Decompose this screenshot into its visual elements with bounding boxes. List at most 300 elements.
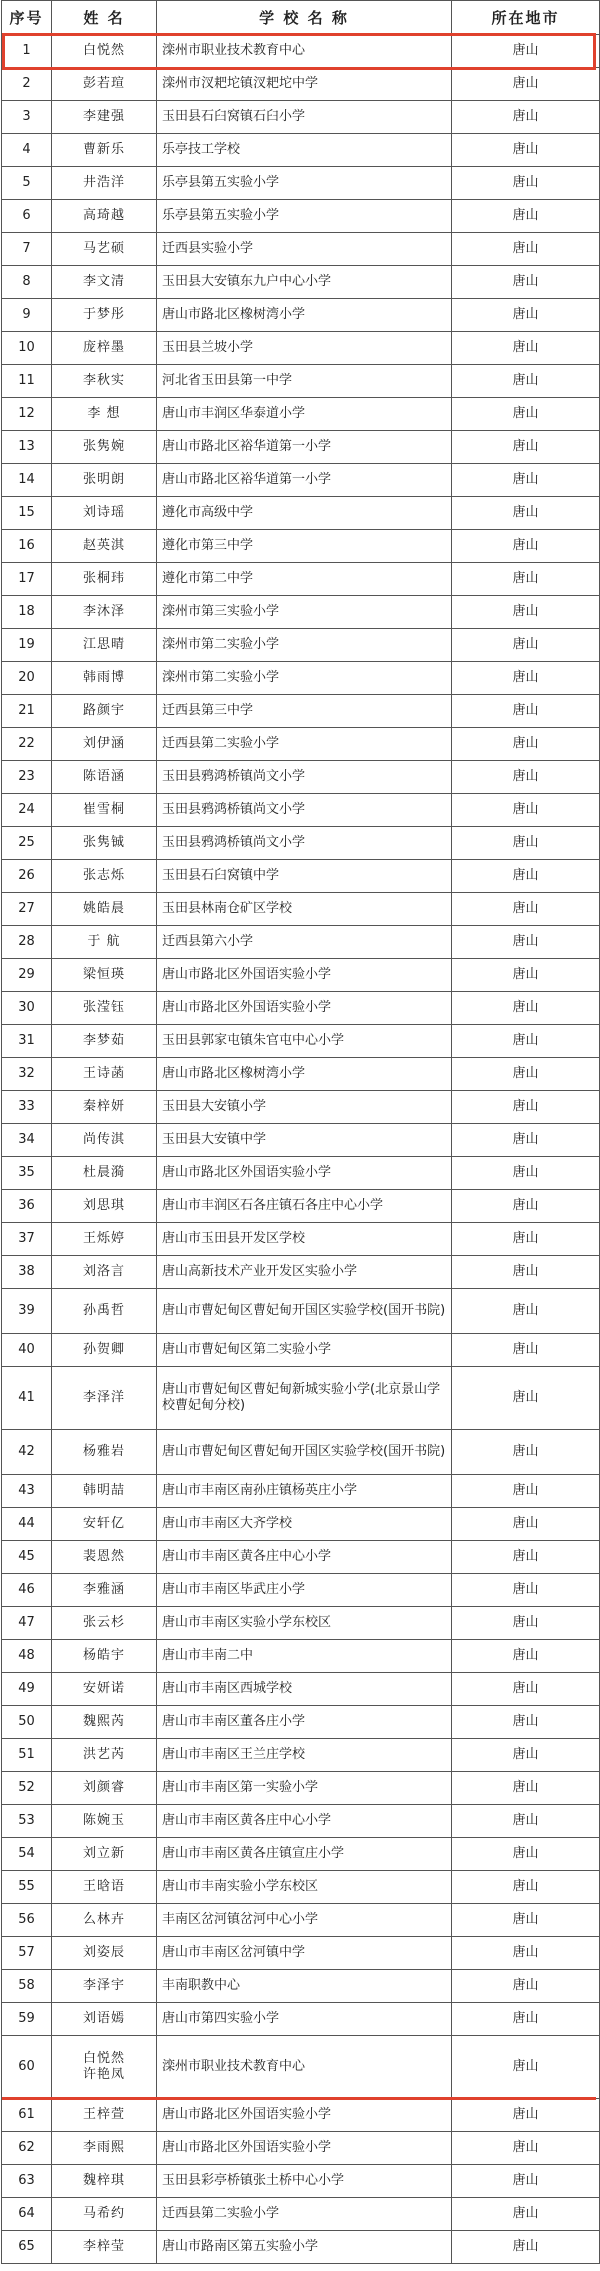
table-row — [2, 68, 600, 101]
student-name: 李泽宇 — [52, 1970, 157, 2003]
table-row — [2, 695, 600, 728]
table-row — [2, 1574, 600, 1607]
row-number: 48 — [2, 1640, 52, 1673]
city-name: 唐山 — [452, 1970, 600, 2003]
school-name: 唐山市丰南区黄各庄中心小学 — [157, 1805, 452, 1838]
student-name: 孙贺卿 — [52, 1334, 157, 1367]
table-row — [2, 1334, 600, 1367]
city-name: 唐山 — [452, 1607, 600, 1640]
school-name: 迁西县第二实验小学 — [157, 2198, 452, 2231]
table-row — [2, 1772, 600, 1805]
city-name: 唐山 — [452, 596, 600, 629]
table-row — [2, 464, 600, 497]
table-row — [2, 398, 600, 431]
student-name: 李雨熙 — [52, 2132, 157, 2165]
city-name: 唐山 — [452, 266, 600, 299]
school-name: 遵化市高级中学 — [157, 497, 452, 530]
row-number: 58 — [2, 1970, 52, 2003]
school-name: 唐山市路北区外国语实验小学 — [157, 992, 452, 1025]
city-name: 唐山 — [452, 1091, 600, 1124]
city-name: 唐山 — [452, 1190, 600, 1223]
student-name: 江思晴 — [52, 629, 157, 662]
city-name: 唐山 — [452, 1739, 600, 1772]
city-name: 唐山 — [452, 2003, 600, 2036]
school-name: 迁西县第二实验小学 — [157, 728, 452, 761]
school-name: 玉田县林南仓矿区学校 — [157, 893, 452, 926]
row-number: 55 — [2, 1871, 52, 1904]
row-number: 45 — [2, 1541, 52, 1574]
school-name: 唐山市路北区外国语实验小学 — [157, 1157, 452, 1190]
table-row — [2, 1640, 600, 1673]
row-number: 12 — [2, 398, 52, 431]
student-name: 魏熙芮 — [52, 1706, 157, 1739]
city-name: 唐山 — [452, 2036, 600, 2099]
table-row — [2, 1475, 600, 1508]
school-name: 唐山市曹妃甸区第二实验小学 — [157, 1334, 452, 1367]
school-name: 唐山高新技术产业开发区实验小学 — [157, 1256, 452, 1289]
table-row — [2, 629, 600, 662]
student-name: 王烁婷 — [52, 1223, 157, 1256]
row-number: 36 — [2, 1190, 52, 1223]
school-name: 唐山市丰南区大齐学校 — [157, 1508, 452, 1541]
table-row — [2, 2198, 600, 2231]
student-name: 李建强 — [52, 101, 157, 134]
row-number: 50 — [2, 1706, 52, 1739]
school-name: 遵化市第三中学 — [157, 530, 452, 563]
table-row — [2, 530, 600, 563]
table-row — [2, 1970, 600, 2003]
row-number: 63 — [2, 2165, 52, 2198]
student-name: 曹新乐 — [52, 134, 157, 167]
school-name: 玉田县兰坡小学 — [157, 332, 452, 365]
school-name: 滦州市汊耙坨镇汊耙坨中学 — [157, 68, 452, 101]
school-name: 玉田县大安镇小学 — [157, 1091, 452, 1124]
city-name: 唐山 — [452, 1124, 600, 1157]
table-row — [2, 992, 600, 1025]
school-name: 唐山市路北区外国语实验小学 — [157, 2099, 452, 2132]
row-number: 35 — [2, 1157, 52, 1190]
school-name: 滦州市第三实验小学 — [157, 596, 452, 629]
row-number: 17 — [2, 563, 52, 596]
row-number: 1 — [2, 35, 52, 68]
table-row — [2, 827, 600, 860]
student-name: 张隽铖 — [52, 827, 157, 860]
row-number: 19 — [2, 629, 52, 662]
student-name: 韩雨博 — [52, 662, 157, 695]
winners-table — [1, 0, 600, 2264]
student-name: 井浩洋 — [52, 167, 157, 200]
city-name: 唐山 — [452, 1508, 600, 1541]
table-row — [2, 860, 600, 893]
school-name: 唐山市丰南区第一实验小学 — [157, 1772, 452, 1805]
city-name: 唐山 — [452, 497, 600, 530]
row-number: 8 — [2, 266, 52, 299]
student-name: 刘姿辰 — [52, 1937, 157, 1970]
student-name: 安轩亿 — [52, 1508, 157, 1541]
student-name: 刘思琪 — [52, 1190, 157, 1223]
student-name: 白悦然 — [52, 35, 157, 68]
table-row — [2, 893, 600, 926]
table-row — [2, 926, 600, 959]
student-name: 张志烁 — [52, 860, 157, 893]
city-name: 唐山 — [452, 2165, 600, 2198]
school-name: 唐山市丰南区董各庄小学 — [157, 1706, 452, 1739]
city-name: 唐山 — [452, 1871, 600, 1904]
table-row — [2, 101, 600, 134]
student-name: 魏梓琪 — [52, 2165, 157, 2198]
table-row — [2, 1508, 600, 1541]
school-name: 唐山市路北区外国语实验小学 — [157, 2132, 452, 2165]
school-name: 唐山市丰南区岔河镇中学 — [157, 1937, 452, 1970]
city-name: 唐山 — [452, 1223, 600, 1256]
school-name: 唐山市第四实验小学 — [157, 2003, 452, 2036]
row-number: 15 — [2, 497, 52, 530]
city-name: 唐山 — [452, 332, 600, 365]
city-name: 唐山 — [452, 1430, 600, 1475]
table-row — [2, 2132, 600, 2165]
student-name: 杨雅岩 — [52, 1430, 157, 1475]
school-name: 丰南职教中心 — [157, 1970, 452, 2003]
row-number: 33 — [2, 1091, 52, 1124]
row-number: 49 — [2, 1673, 52, 1706]
student-name: 李泽洋 — [52, 1367, 157, 1430]
student-name: 尚传淇 — [52, 1124, 157, 1157]
row-number: 60 — [2, 2036, 52, 2099]
student-name: 高琦越 — [52, 200, 157, 233]
table-row — [2, 1289, 600, 1334]
row-number: 13 — [2, 431, 52, 464]
student-name: 李沐泽 — [52, 596, 157, 629]
student-name: 赵英淇 — [52, 530, 157, 563]
school-name: 唐山市丰南区黄各庄镇宣庄小学 — [157, 1838, 452, 1871]
city-name: 唐山 — [452, 728, 600, 761]
school-name: 迁西县第三中学 — [157, 695, 452, 728]
row-number: 27 — [2, 893, 52, 926]
row-number: 56 — [2, 1904, 52, 1937]
table-row — [2, 2099, 600, 2132]
school-name: 唐山市路北区橡树湾小学 — [157, 299, 452, 332]
table-row — [2, 794, 600, 827]
city-name: 唐山 — [452, 1904, 600, 1937]
table-row — [2, 200, 600, 233]
student-name: 裴恩然 — [52, 1541, 157, 1574]
table-row — [2, 1805, 600, 1838]
city-name: 唐山 — [452, 35, 600, 68]
city-name: 唐山 — [452, 695, 600, 728]
school-name: 唐山市丰南区实验小学东校区 — [157, 1607, 452, 1640]
student-name: 陈婉玉 — [52, 1805, 157, 1838]
row-number: 16 — [2, 530, 52, 563]
table-row — [2, 1430, 600, 1475]
student-name: 刘伊涵 — [52, 728, 157, 761]
city-name: 唐山 — [452, 662, 600, 695]
row-number: 28 — [2, 926, 52, 959]
row-number: 52 — [2, 1772, 52, 1805]
school-name: 滦州市第二实验小学 — [157, 629, 452, 662]
row-number: 44 — [2, 1508, 52, 1541]
row-number: 4 — [2, 134, 52, 167]
student-name: 梁恒瑛 — [52, 959, 157, 992]
school-name: 唐山市丰南实验小学东校区 — [157, 1871, 452, 1904]
student-name: 马艺硕 — [52, 233, 157, 266]
header-school: 学 校 名 称 — [157, 1, 452, 35]
school-name: 玉田县大安镇中学 — [157, 1124, 452, 1157]
school-name: 滦州市第二实验小学 — [157, 662, 452, 695]
city-name: 唐山 — [452, 2132, 600, 2165]
school-name: 玉田县彩亭桥镇张土桥中心小学 — [157, 2165, 452, 2198]
student-name: 李梦茹 — [52, 1025, 157, 1058]
table-row — [2, 1838, 600, 1871]
city-name: 唐山 — [452, 1058, 600, 1091]
school-name: 迁西县实验小学 — [157, 233, 452, 266]
row-number: 47 — [2, 1607, 52, 1640]
student-name: 洪艺芮 — [52, 1739, 157, 1772]
school-name: 唐山市丰南区西城学校 — [157, 1673, 452, 1706]
table-row — [2, 1541, 600, 1574]
table-row — [2, 1673, 600, 1706]
student-name: 张隽婉 — [52, 431, 157, 464]
header-no: 序号 — [2, 1, 52, 35]
student-name: 于 航 — [52, 926, 157, 959]
table-row — [2, 1124, 600, 1157]
city-name: 唐山 — [452, 365, 600, 398]
city-name: 唐山 — [452, 563, 600, 596]
table-row — [2, 1025, 600, 1058]
city-name: 唐山 — [452, 464, 600, 497]
school-name: 迁西县第六小学 — [157, 926, 452, 959]
row-number: 26 — [2, 860, 52, 893]
student-name: 李雅涵 — [52, 1574, 157, 1607]
city-name: 唐山 — [452, 233, 600, 266]
student-name: 张云杉 — [52, 1607, 157, 1640]
table-row — [2, 728, 600, 761]
row-number: 21 — [2, 695, 52, 728]
row-number: 14 — [2, 464, 52, 497]
school-name: 唐山市丰润区华泰道小学 — [157, 398, 452, 431]
row-number: 54 — [2, 1838, 52, 1871]
table-row — [2, 332, 600, 365]
row-number: 38 — [2, 1256, 52, 1289]
city-name: 唐山 — [452, 1475, 600, 1508]
table-row — [2, 596, 600, 629]
table-row — [2, 2036, 600, 2099]
row-number: 46 — [2, 1574, 52, 1607]
table-row — [2, 299, 600, 332]
row-number: 10 — [2, 332, 52, 365]
row-number: 30 — [2, 992, 52, 1025]
header-name: 姓 名 — [52, 1, 157, 35]
student-name: 张明朗 — [52, 464, 157, 497]
city-name: 唐山 — [452, 2099, 600, 2132]
school-name: 唐山市路南区第五实验小学 — [157, 2231, 452, 2264]
row-number: 39 — [2, 1289, 52, 1334]
school-name: 玉田县大安镇东九户中心小学 — [157, 266, 452, 299]
row-number: 34 — [2, 1124, 52, 1157]
table-row — [2, 1058, 600, 1091]
school-name: 玉田县鸦鸿桥镇尚文小学 — [157, 827, 452, 860]
city-name: 唐山 — [452, 1838, 600, 1871]
city-name: 唐山 — [452, 2231, 600, 2264]
city-name: 唐山 — [452, 1640, 600, 1673]
table-row — [2, 2165, 600, 2198]
table-body — [2, 35, 600, 2264]
school-name: 丰南区岔河镇岔河中心小学 — [157, 1904, 452, 1937]
city-name: 唐山 — [452, 1025, 600, 1058]
school-name: 玉田县石臼窝镇石臼小学 — [157, 101, 452, 134]
student-name: 路颜宇 — [52, 695, 157, 728]
city-name: 唐山 — [452, 1574, 600, 1607]
row-number: 29 — [2, 959, 52, 992]
table-row — [2, 1256, 600, 1289]
city-name: 唐山 — [452, 530, 600, 563]
student-name: 刘颜睿 — [52, 1772, 157, 1805]
row-number: 53 — [2, 1805, 52, 1838]
school-name: 玉田县鸦鸿桥镇尚文小学 — [157, 761, 452, 794]
row-number: 20 — [2, 662, 52, 695]
student-name: 王晗语 — [52, 1871, 157, 1904]
student-name: 白悦然 许艳凤 — [52, 2036, 157, 2099]
school-name: 滦州市职业技术教育中心 — [157, 35, 452, 68]
row-number: 51 — [2, 1739, 52, 1772]
city-name: 唐山 — [452, 431, 600, 464]
city-name: 唐山 — [452, 200, 600, 233]
row-number: 24 — [2, 794, 52, 827]
row-number: 59 — [2, 2003, 52, 2036]
city-name: 唐山 — [452, 1256, 600, 1289]
row-number: 65 — [2, 2231, 52, 2264]
row-number: 22 — [2, 728, 52, 761]
city-name: 唐山 — [452, 893, 600, 926]
city-name: 唐山 — [452, 2198, 600, 2231]
row-number: 6 — [2, 200, 52, 233]
school-name: 唐山市路北区橡树湾小学 — [157, 1058, 452, 1091]
student-name: 么林卉 — [52, 1904, 157, 1937]
student-name: 陈语涵 — [52, 761, 157, 794]
row-number: 18 — [2, 596, 52, 629]
student-name: 刘诗瑶 — [52, 497, 157, 530]
school-name: 唐山市丰南区黄各庄中心小学 — [157, 1541, 452, 1574]
student-name: 秦梓妍 — [52, 1091, 157, 1124]
city-name: 唐山 — [452, 68, 600, 101]
school-name: 乐亭县第五实验小学 — [157, 167, 452, 200]
school-name: 唐山市丰南二中 — [157, 1640, 452, 1673]
school-name: 唐山市路北区裕华道第一小学 — [157, 464, 452, 497]
school-name: 唐山市丰南区王兰庄学校 — [157, 1739, 452, 1772]
school-name: 乐亭县第五实验小学 — [157, 200, 452, 233]
table-row — [2, 365, 600, 398]
school-name: 唐山市丰南区南孙庄镇杨英庄小学 — [157, 1475, 452, 1508]
school-name: 玉田县郭家屯镇朱官屯中心小学 — [157, 1025, 452, 1058]
city-name: 唐山 — [452, 1706, 600, 1739]
city-name: 唐山 — [452, 761, 600, 794]
table-row — [2, 563, 600, 596]
table-row — [2, 1937, 600, 1970]
row-number: 3 — [2, 101, 52, 134]
table-row — [2, 1223, 600, 1256]
city-name: 唐山 — [452, 794, 600, 827]
student-name: 马希约 — [52, 2198, 157, 2231]
row-number: 31 — [2, 1025, 52, 1058]
row-number: 57 — [2, 1937, 52, 1970]
row-number: 61 — [2, 2099, 52, 2132]
row-number: 25 — [2, 827, 52, 860]
city-name: 唐山 — [452, 926, 600, 959]
city-name: 唐山 — [452, 1289, 600, 1334]
row-number: 40 — [2, 1334, 52, 1367]
student-name: 李文清 — [52, 266, 157, 299]
student-name: 庞梓墨 — [52, 332, 157, 365]
city-name: 唐山 — [452, 167, 600, 200]
city-name: 唐山 — [452, 959, 600, 992]
row-number: 23 — [2, 761, 52, 794]
table-row — [2, 497, 600, 530]
school-name: 唐山市路北区外国语实验小学 — [157, 959, 452, 992]
student-name: 刘洛言 — [52, 1256, 157, 1289]
table-header-row — [2, 1, 600, 35]
student-name: 李秋实 — [52, 365, 157, 398]
city-name: 唐山 — [452, 1673, 600, 1706]
table-row — [2, 1091, 600, 1124]
table-row — [2, 266, 600, 299]
row-number: 37 — [2, 1223, 52, 1256]
table-row — [2, 134, 600, 167]
school-name: 滦州市职业技术教育中心 — [157, 2036, 452, 2099]
row-number: 11 — [2, 365, 52, 398]
table-row — [2, 431, 600, 464]
city-name: 唐山 — [452, 992, 600, 1025]
table-row — [2, 233, 600, 266]
school-name: 唐山市玉田县开发区学校 — [157, 1223, 452, 1256]
table-row — [2, 167, 600, 200]
row-number: 43 — [2, 1475, 52, 1508]
city-name: 唐山 — [452, 101, 600, 134]
header-city: 所在地市 — [452, 1, 600, 35]
table-row — [2, 1190, 600, 1223]
student-name: 安妍诺 — [52, 1673, 157, 1706]
student-name: 张滢钰 — [52, 992, 157, 1025]
row-number: 41 — [2, 1367, 52, 1430]
student-name: 李梓莹 — [52, 2231, 157, 2264]
school-name: 唐山市丰南区毕武庄小学 — [157, 1574, 452, 1607]
school-name: 唐山市丰润区石各庄镇石各庄中心小学 — [157, 1190, 452, 1223]
table-row — [2, 1706, 600, 1739]
school-name: 遵化市第二中学 — [157, 563, 452, 596]
row-number: 9 — [2, 299, 52, 332]
student-name: 姚皓晨 — [52, 893, 157, 926]
school-name: 玉田县石臼窝镇中学 — [157, 860, 452, 893]
city-name: 唐山 — [452, 1541, 600, 1574]
student-name: 张桐玮 — [52, 563, 157, 596]
table-row — [2, 1367, 600, 1430]
student-name: 孙禹哲 — [52, 1289, 157, 1334]
student-name: 王诗菡 — [52, 1058, 157, 1091]
city-name: 唐山 — [452, 299, 600, 332]
student-name: 李 想 — [52, 398, 157, 431]
table-row — [2, 2231, 600, 2264]
table-row — [2, 35, 600, 68]
table-row — [2, 959, 600, 992]
city-name: 唐山 — [452, 1334, 600, 1367]
table-row — [2, 1904, 600, 1937]
student-name: 崔雪桐 — [52, 794, 157, 827]
student-name: 杜晨漪 — [52, 1157, 157, 1190]
school-name: 河北省玉田县第一中学 — [157, 365, 452, 398]
table-row — [2, 761, 600, 794]
city-name: 唐山 — [452, 398, 600, 431]
row-number: 32 — [2, 1058, 52, 1091]
city-name: 唐山 — [452, 827, 600, 860]
student-name: 刘语嫣 — [52, 2003, 157, 2036]
